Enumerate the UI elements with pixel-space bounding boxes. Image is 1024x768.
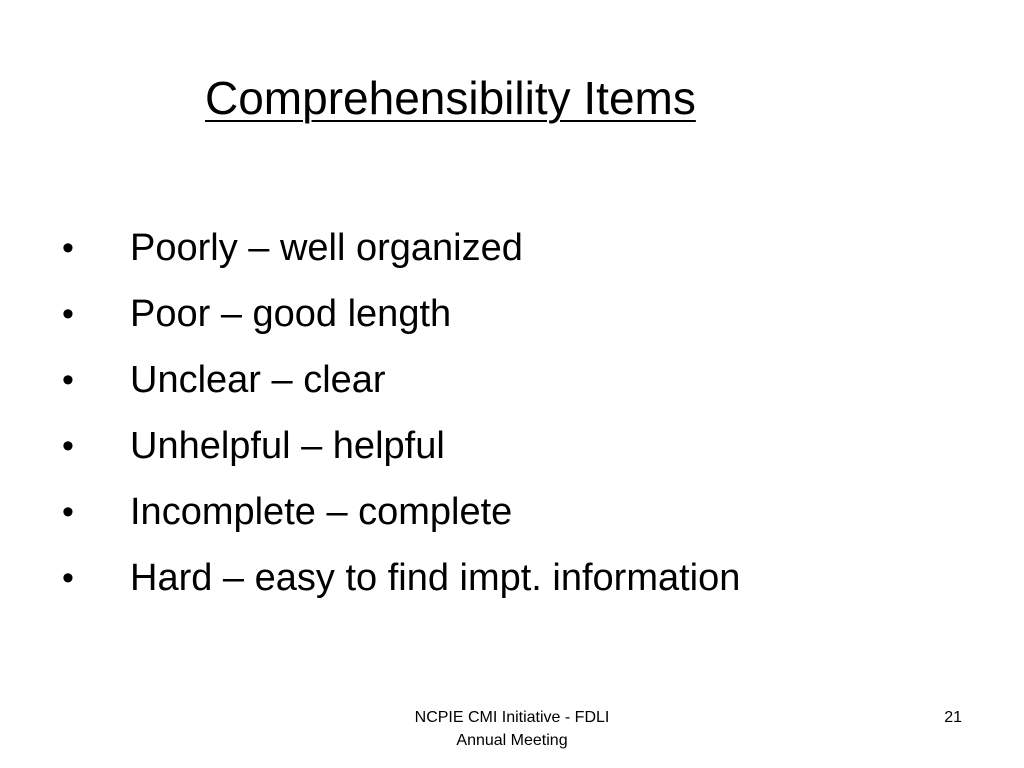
bullet-item-3 [0,352,1024,418]
bullet-text: Incomplete – complete [130,491,513,533]
bullet-icon: • [62,361,74,399]
bullet-item-2 [0,286,1024,352]
bullet-text: Poorly – well organized [130,227,523,269]
bullet-list [0,220,1024,616]
bullet-text: Unclear – clear [130,359,386,401]
slide-title: Comprehensibility Items [205,72,696,124]
bullet-icon: • [62,427,74,465]
bullet-text: Poor – good length [130,293,452,335]
bullet-icon: • [62,559,74,597]
slide-footer: NCPIE CMI Initiative - FDLI Annual Meeting [414,709,610,749]
bullet-item-5 [0,484,1024,550]
bullet-icon: • [62,229,74,267]
bullet-item-6 [0,550,1024,616]
bullet-item-4 [0,418,1024,484]
bullet-text: Unhelpful – helpful [130,425,445,467]
bullet-icon: • [62,295,74,333]
bullet-text: Hard – easy to find impt. information [130,557,741,599]
slide-page-number: 21 [944,709,962,726]
bullet-icon: • [62,493,74,531]
bullet-item-1 [0,220,1024,286]
